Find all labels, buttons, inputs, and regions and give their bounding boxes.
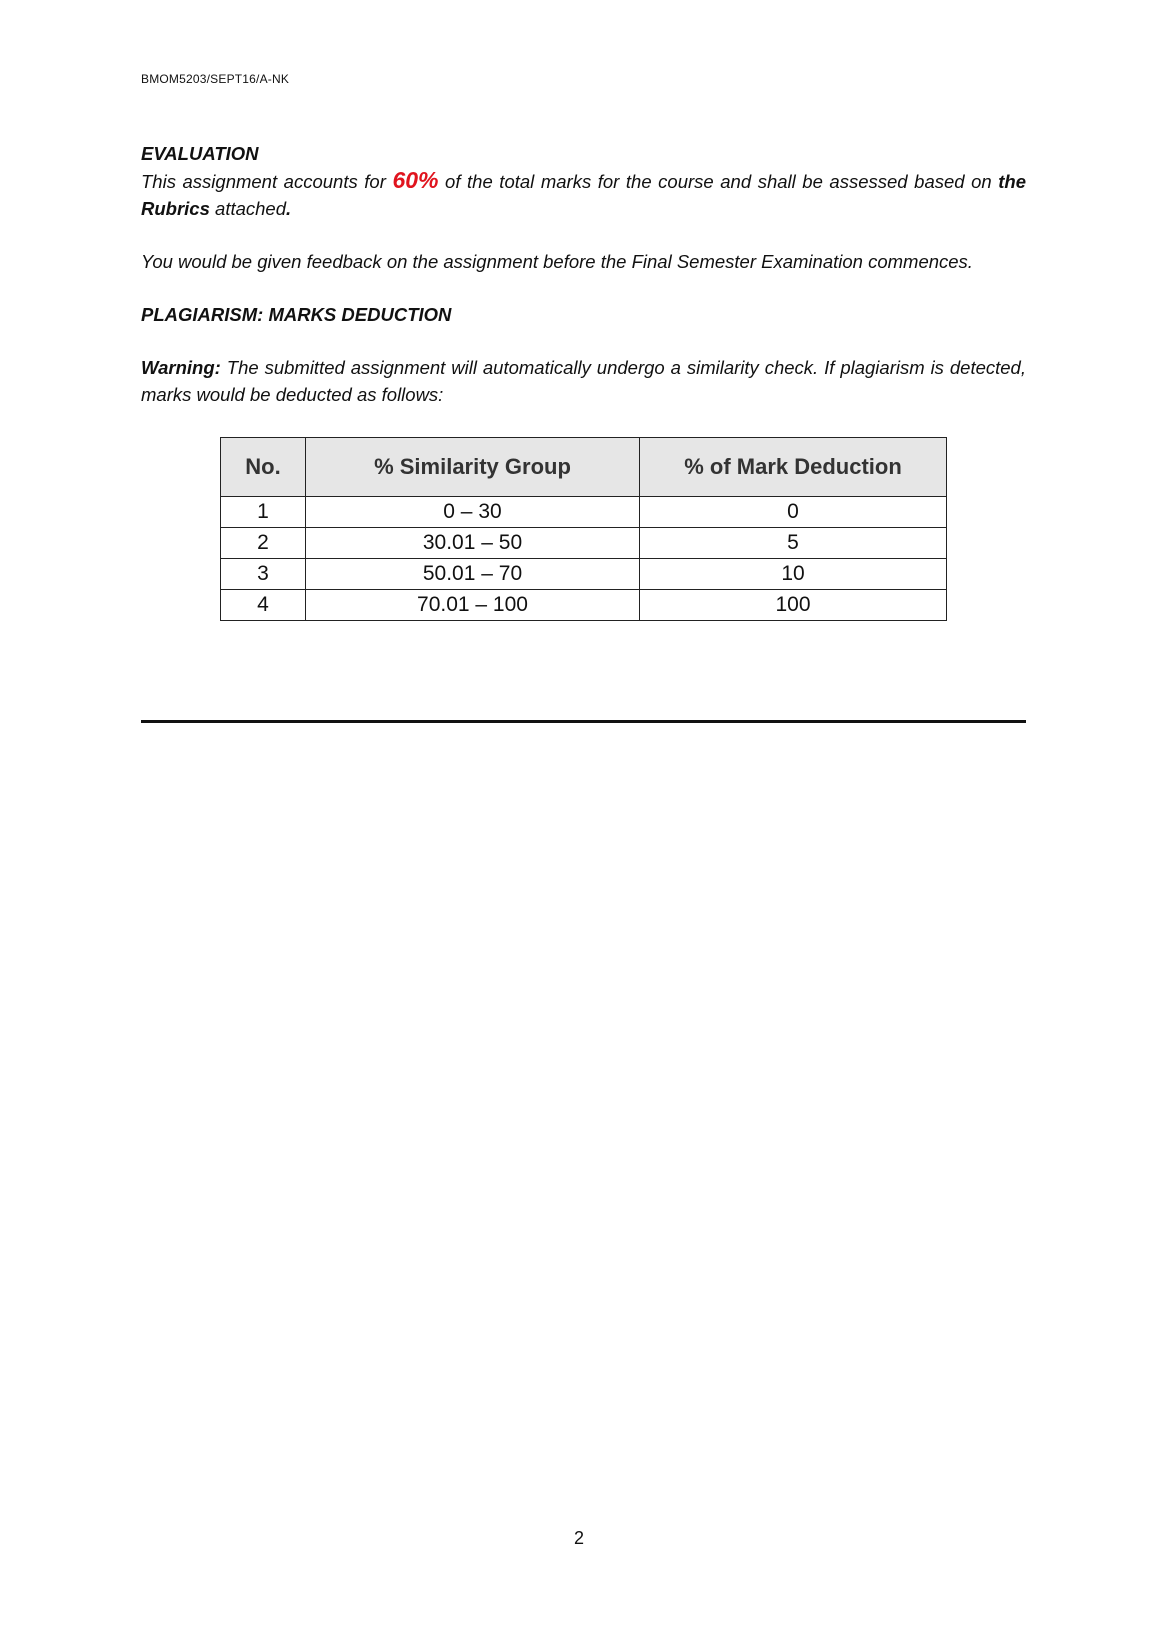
row-similarity: 50.01 – 70 — [306, 559, 640, 590]
row-similarity: 70.01 – 100 — [306, 590, 640, 621]
row-no: 4 — [221, 590, 306, 621]
header-mark-deduction: % of Mark Deduction — [640, 438, 947, 497]
horizontal-divider — [141, 720, 1026, 723]
table-header-row — [221, 438, 947, 497]
row-similarity: 0 – 30 — [306, 497, 640, 528]
evaluation-period: . — [286, 198, 292, 219]
plagiarism-heading: PLAGIARISM: MARKS DEDUCTION — [141, 304, 452, 325]
header-similarity-group: % Similarity Group — [306, 438, 640, 497]
warning-text: The submitted assignment will automatically undergo a similarity check. If plagiarism is detected, marks would be deducted as follows: — [141, 357, 1026, 405]
feedback-paragraph: You would be given feedback on the assignment before the Final Semester Examination commences. — [141, 251, 973, 272]
evaluation-percent: 60% — [392, 167, 439, 193]
document-body — [141, 140, 1026, 408]
table-row — [221, 497, 947, 528]
warning-label: Warning: — [141, 357, 221, 378]
header-no: No. — [221, 438, 306, 497]
row-deduction: 0 — [640, 497, 947, 528]
page-number: 2 — [573, 1528, 584, 1548]
table-row — [221, 559, 947, 590]
row-no: 2 — [221, 528, 306, 559]
row-no: 3 — [221, 559, 306, 590]
warning-paragraph — [141, 354, 1026, 408]
table-row — [221, 528, 947, 559]
document-code: BMOM5203/SEPT16/A-NK — [141, 72, 290, 86]
table-row — [221, 590, 947, 621]
evaluation-text-after: of the total marks for the course and shall be assessed based on — [438, 171, 999, 192]
row-deduction: 10 — [640, 559, 947, 590]
evaluation-rubrics: the Rubrics — [141, 171, 1027, 219]
row-deduction: 5 — [640, 528, 947, 559]
evaluation-heading: EVALUATION — [141, 143, 259, 164]
mark-deduction-table — [220, 437, 947, 621]
evaluation-text-end: attached — [209, 198, 287, 219]
evaluation-paragraph — [141, 167, 1026, 222]
evaluation-text-before: This assignment accounts for — [141, 171, 393, 192]
row-similarity: 30.01 – 50 — [306, 528, 640, 559]
row-deduction: 100 — [640, 590, 947, 621]
row-no: 1 — [221, 497, 306, 528]
